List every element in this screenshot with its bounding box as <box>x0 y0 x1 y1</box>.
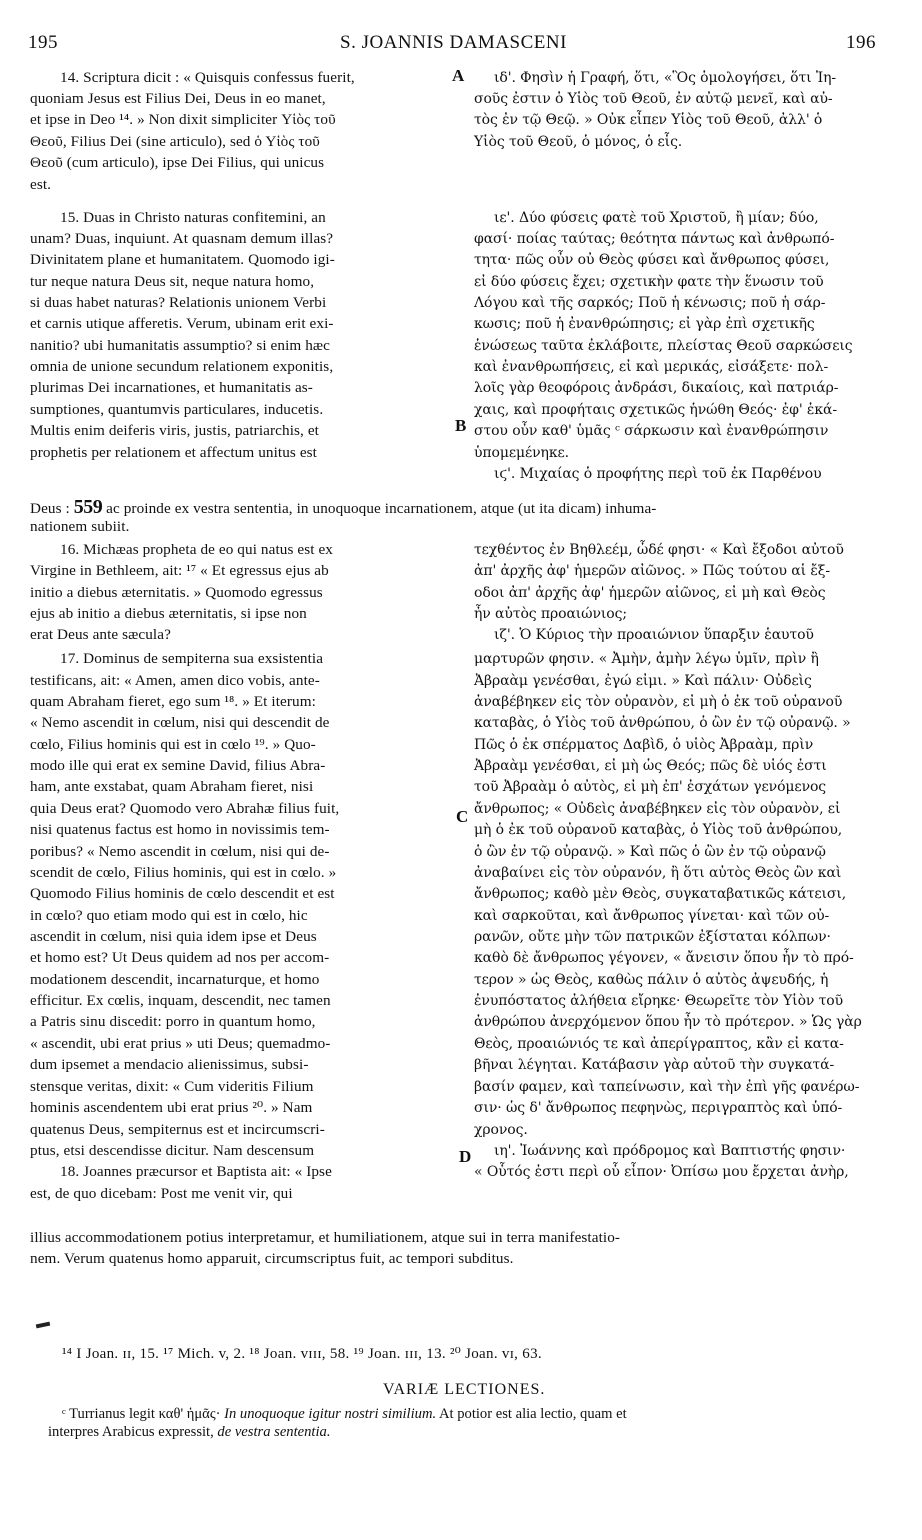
margin-marker-b: B <box>455 416 467 435</box>
latin-line: si duas habet naturas? Relationis unionem Verbi <box>30 294 327 311</box>
variae-line-2 <box>48 1423 330 1441</box>
latin-line: ejus ab initio a diebus æternitatis, si ipse non <box>30 605 307 622</box>
latin-line: 18. Joannes præcursor et Baptista ait: « Ipse <box>60 1163 332 1180</box>
greek-line: Υἱὸς τοῦ Θεοῦ, ὁ μόνος, ὁ εἷς. <box>474 134 683 150</box>
greek-line: τὸς ἐν τῷ Θεῷ. » Οὐκ εἶπεν Υἱὸς τοῦ Θεοῦ, ἀλλ' ὁ <box>474 112 823 128</box>
illius-line-2: nem. Verum quatenus homo apparuit, circumscriptus fuit, ac tempori subditus. <box>30 1250 514 1267</box>
footnotes: ¹⁴ I Joan. ɪɪ, 15. ¹⁷ Mich. v, 2. ¹⁸ Joan. ᴠɪɪɪ, 58. ¹⁹ Joan. ɪɪɪ, 13. ²⁰ Joan. ᴠɪ, 63. <box>62 1346 542 1362</box>
greek-line: ιϛ'. Μιχαίας ὁ προφήτης περὶ τοῦ ἐκ Παρθένου <box>494 466 822 482</box>
latin-line: plurimas Dei incarnationes, et humanitatis as- <box>30 379 313 396</box>
latin-line: scendit de cœlo, Filius hominis, qui est in cœlo. » <box>30 864 337 881</box>
greek-line: Ἀβραὰμ γενέσθαι, εἰ μὴ ὡς Θεός; πῶς δὲ υἱός ἐστι <box>474 758 827 774</box>
latin-line: Quomodo Filius hominis de cœlo descendit et est <box>30 885 335 902</box>
greek-line: τερον » ὡς Θεὸς, καθὼς πάλιν ὁ αὐτὸς ἀψευδής, ἡ <box>474 972 829 988</box>
greek-line: ἄνθρωπος; « Οὐδεὶς ἀναβέβηκεν εἰς τὸν οὐρανὸν, εἰ <box>474 801 841 817</box>
greek-line: Λόγου καὶ τῆς σαρκός; Ποῦ ἡ κένωσις; ποῦ ἡ σάρ- <box>474 295 826 311</box>
greek-line: βασίν φαμεν, καὶ ταπείνωσιν, καὶ τὴν ἐπὶ γῆς φανέρω- <box>474 1079 860 1095</box>
latin-line: dum ipsemet a mendacio alienissimus, subsi- <box>30 1056 309 1073</box>
latin-line: Virgine in Bethleem, ait: ¹⁷ « Et egressus ejus ab <box>30 562 329 579</box>
greek-line: ἀναβαίνει εἰς τὸν οὐρανόν, ἢ ὅτι αὐτὸς Θεὸς ὢν καὶ <box>474 865 842 881</box>
greek-line: μὴ ὁ ἐκ τοῦ οὐρανοῦ καταβὰς, ὁ Υἱὸς τοῦ ἀνθρώπου, <box>474 822 843 838</box>
column-number-559: 559 <box>73 496 103 518</box>
margin-marker-c: C <box>456 807 469 826</box>
latin-line: Divinitatem plane et humanitatem. Quomodo igi- <box>30 251 335 268</box>
latin-line: 15. Duas in Christo naturas confitemini, an <box>60 209 326 226</box>
latin-line: hominis ascendentem ubi erat prius ²⁰. » Nam <box>30 1099 313 1116</box>
latin-line: nanitio? ubi humanitatis assumptio? si enim hæc <box>30 337 330 354</box>
greek-line: ἑνώσεως ταῦτα ἐκλάβοιτε, πλείστας Θεοῦ σαρκώσεις <box>474 338 853 354</box>
latin-line: quatenus Deus, sempiternus est et incircumscri- <box>30 1121 325 1138</box>
greek-line: ιη'. Ἰωάννης καὶ πρόδρομος καὶ Βαπτιστής φησιν· <box>494 1143 846 1159</box>
greek-line: ὑπομεμένηκε. <box>474 445 569 461</box>
deus-suffix: ac proinde ex vestra sententia, in unoquoque incarnationem, atque (ut ita dicam) inhuma- <box>106 500 657 517</box>
latin-line: a Patris sinu discedit: porro in quantum homo, <box>30 1013 316 1030</box>
deus-line <box>30 497 656 519</box>
ink-mark <box>36 1322 51 1329</box>
margin-marker-d: D <box>459 1147 472 1166</box>
greek-line: ἀνθρώπου ἀνερχόμενον ὅπου ἦν τὸ πρότερον. » Ὡς γὰρ <box>474 1014 862 1030</box>
latin-line: Multis enim deiferis viris, justis, patriarchis, et <box>30 422 319 439</box>
greek-line: ιε'. Δύο φύσεις φατὲ τοῦ Χριστοῦ, ἢ μίαν; δύο, <box>494 210 819 226</box>
latin-line: unam? Duas, inquiunt. At quasnam demum illas? <box>30 230 334 247</box>
variae-lectiones-title: VARIÆ LECTIONES. <box>383 1381 546 1398</box>
variae-line-1 <box>62 1405 627 1423</box>
greek-line: τοῦ Ἀβραὰμ ὁ αὐτὸς, εἰ μὴ ἐπ' ἐσχάτων γενόμενος <box>474 779 827 795</box>
greek-line: ἦν αὐτὸς προαιώνιος; <box>474 606 627 622</box>
latin-line: est, de quo dicebam: Post me venit vir, qui <box>30 1185 293 1202</box>
right-column-number: 196 <box>846 32 876 53</box>
latin-line: in cœlo? quo etiam modo qui est in cœlo, hic <box>30 907 308 924</box>
greek-line: φασί· ποίας ταύτας; θεότητα πάντως καὶ ἀνθρωπό- <box>474 231 835 247</box>
latin-line: stensque veritas, dixit: « Cum videritis Filium <box>30 1078 314 1095</box>
greek-line: ἄνθρωπος; καθὸ μὲν Θεὸς, συγκαταβατικῶς κάτεισι, <box>474 886 847 902</box>
greek-line: εἰ δύο φύσεις ἔχει; σχετικὴν φατε τὴν ἕνωσιν τοῦ <box>474 274 824 290</box>
greek-line: κωσις; ποῦ ἡ ἐνανθρώπησις; εἰ γὰρ ἐπὶ σχετικῆς <box>474 316 815 332</box>
latin-line: ascendit in cœlum, nisi quia idem ipse et Deus <box>30 928 317 945</box>
latin-line: est. <box>30 176 52 193</box>
greek-line: τεχθέντος ἐν Βηθλεέμ, ὧδέ φησι· « Καὶ ἔξοδοι αὐτοῦ <box>474 542 844 558</box>
latin-line: quoniam Jesus est Filius Dei, Deus in eo manet, <box>30 90 326 107</box>
greek-line: Θεὸς, προαιώνιός τε καὶ ἀπερίγραπτος, κἂν εἰ κατα- <box>474 1036 844 1052</box>
latin-line: prophetis per relationem et affectum unitus est <box>30 444 317 461</box>
latin-line: Θεοῦ (cum articulo), ipse Dei Filius, qui unicus <box>30 154 325 171</box>
latin-line: tur neque natura Deus sit, neque natura homo, <box>30 273 315 290</box>
latin-line: sumptiones, quantumvis particulares, inducetis. <box>30 401 324 418</box>
latin-line: cœlo, Filius hominis qui est in cœlo ¹⁹. » Quo- <box>30 736 316 753</box>
variae-line-2-a: interpres Arabicus expressit, <box>48 1424 218 1440</box>
greek-line: ιδ'. Φησὶν ἡ Γραφή, ὅτι, «Ὃς ὁμολογήσει, ὅτι Ἰη- <box>494 70 837 86</box>
greek-line: σιν· ὡς δ' ἄνθρωπος πεφηνὼς, περιγραπτὸς καὶ ὑπό- <box>474 1100 843 1116</box>
variae-line-2-b: de vestra sententia. <box>217 1424 331 1440</box>
latin-line: 16. Michæas propheta de eo qui natus est ex <box>60 541 333 558</box>
latin-line: « ascendit, ubi erat prius » uti Deus; quemadmo- <box>30 1035 331 1052</box>
greek-line: λοῖς γὰρ θεοφόροις ἀνδράσι, δικαίοις, καὶ πατριάρ- <box>474 380 839 396</box>
greek-line: ἀπ' ἀρχῆς ἀφ' ἡμερῶν αἰῶνος. » Πῶς τούτου αἱ ἔξ- <box>474 563 831 579</box>
latin-line: ham, ante exstabat, quam Abraham fieret, nisi <box>30 778 314 795</box>
latin-line: poribus? « Nemo ascendit in cœlum, nisi qui de- <box>30 843 330 860</box>
greek-line: καὶ σαρκοῦται, καὶ ἄνθρωπος γίνεται· καὶ τῶν οὐ- <box>474 908 830 924</box>
latin-line: quam Abraham fieret, ego sum ¹⁸. » Et iterum: <box>30 693 316 710</box>
greek-line: καὶ ἐνανθρωπήσεις, εἰ καὶ μερικάς, εἰσάξετε· πολ- <box>474 359 829 375</box>
left-column-number: 195 <box>28 32 58 53</box>
variae-line-1-c: At potior est alia lectio, quam et <box>436 1406 627 1422</box>
latin-line: et carnis utique afferetis. Verum, ubinam erit exi- <box>30 315 334 332</box>
latin-line: initio a diebus æternitatis. » Quomodo egressus <box>30 584 323 601</box>
variae-line-1-b: In unoquoque igitur nostri similium. <box>224 1406 437 1422</box>
latin-line: quia Deus erat? Quomodo vero Abrahæ filius fuit, <box>30 800 340 817</box>
latin-line: erat Deus ante sæcula? <box>30 626 171 643</box>
latin-line: nisi quatenus factus est homo in novissimis tem- <box>30 821 330 838</box>
greek-line: χρονος. <box>474 1122 528 1138</box>
latin-line: et ipse in Deo ¹⁴. » Non dixit simpliciter Υἱὸς τοῦ <box>30 111 336 128</box>
greek-line: « Οὗτός ἐστι περὶ οὗ εἶπον· Ὀπίσω μου ἔρχεται ἀνὴρ, <box>474 1164 849 1180</box>
greek-line: χαις, καὶ προφήταις σχετικῶς ἡνώθη Θεός· ἐφ' ἑκά- <box>474 402 837 418</box>
greek-line: Ἀβραὰμ γενέσθαι, ἐγώ εἰμι. » Καὶ πάλιν· Οὐδεὶς <box>474 673 812 689</box>
greek-line: τητα· πῶς οὖν οὐ Θεὸς φύσει καὶ ἄνθρωπος φύσει, <box>474 252 830 268</box>
illius-line-1: illius accommodationem potius interpretamur, et humiliationem, atque sui in terra manifestatio- <box>30 1229 621 1246</box>
latin-line: 17. Dominus de sempiterna sua exsistentia <box>60 650 324 667</box>
greek-line: καθὸ δὲ ἄνθρωπος γέγονεν, « ἄνεισιν ὅπου ἦν τὸ πρό- <box>474 950 854 966</box>
latin-line: « Nemo ascendit in cœlum, nisi qui descendit de <box>30 714 330 731</box>
greek-line: ιζ'. Ὁ Κύριος τὴν προαιώνιον ὕπαρξιν ἑαυτοῦ <box>494 627 814 643</box>
greek-line: ὁ ὢν ἐν τῷ οὐρανῷ. » Καὶ πῶς ὁ ὢν ἐν τῷ οὐρανῷ <box>474 844 826 860</box>
greek-line: στου οὖν καθ' ὑμᾶς ᶜ σάρκωσιν καὶ ἐνανθρώπησιν <box>474 423 829 439</box>
margin-marker-a: A <box>452 66 465 85</box>
greek-line: μαρτυρῶν φησιν. « Ἀμὴν, ἀμὴν λέγω ὑμῖν, πρὶν ἢ <box>474 651 819 667</box>
greek-line: ἐνυπόστατος ἀλήθεια εἴρηκε· Θεωρεῖτε τὸν Υἱὸν τοῦ <box>474 993 844 1009</box>
latin-line: ptus, etsi descendisse dicitur. Nam descensum <box>30 1142 315 1159</box>
greek-line: ἀναβέβηκεν εἰς τὸν οὐρανὸν, εἰ μὴ ὁ ἐκ τοῦ οὐρανοῦ <box>474 694 843 710</box>
latin-line: 14. Scriptura dicit : « Quisquis confessus fuerit, <box>60 69 355 86</box>
variae-line-1-a: ᶜ Turrianus legit καθ' ἡμᾶς· <box>62 1406 225 1422</box>
greek-line: βῆναι λέγηται. Κατάβασιν γὰρ αὐτοῦ τὴν συγκατά- <box>474 1057 835 1073</box>
latin-line: Θεοῦ, Filius Dei (sine articulo), sed ὁ Υἱὸς τοῦ <box>30 133 320 150</box>
greek-line: καταβὰς, ὁ Υἱὸς τοῦ ἀνθρώπου, ὁ ὢν ἐν τῷ οὐρανῷ. » <box>474 715 851 731</box>
page-title: S. JOANNIS DAMASCENI <box>340 32 567 53</box>
latin-line: modo ille qui erat ex semine David, filius Abra- <box>30 757 326 774</box>
latin-line: efficitur. Ex cœlis, inquam, descendit, nec tamen <box>30 992 331 1009</box>
nationem-line: nationem subiit. <box>30 518 130 535</box>
greek-line: Πῶς ὁ ἐκ σπέρματος Δαβὶδ, ὁ υἱὸς Ἀβραὰμ, πρὶν <box>474 737 814 753</box>
latin-line: omnia de unione secundum relationem exponitis, <box>30 358 334 375</box>
greek-line: οδοι ἀπ' ἀρχῆς ἀφ' ἡμερῶν αἰῶνος, εἰ μὴ καὶ Θεὸς <box>474 585 826 601</box>
greek-line: σοῦς ἐστιν ὁ Υἱὸς τοῦ Θεοῦ, ἐν αὐτῷ μενεῖ, καὶ αὐ- <box>474 91 833 107</box>
latin-line: et homo est? Ut Deus quidem ad nos per accom- <box>30 949 330 966</box>
deus-prefix: Deus : <box>30 500 70 517</box>
latin-line: modationem descendit, incarnaturque, et homo <box>30 971 320 988</box>
latin-line: testificans, ait: « Amen, amen dico vobis, ante- <box>30 672 320 689</box>
greek-line: ρανῶν, οὔτε μὴν τῶν πατρικῶν ἐξίσταται κόλπων· <box>474 929 831 945</box>
